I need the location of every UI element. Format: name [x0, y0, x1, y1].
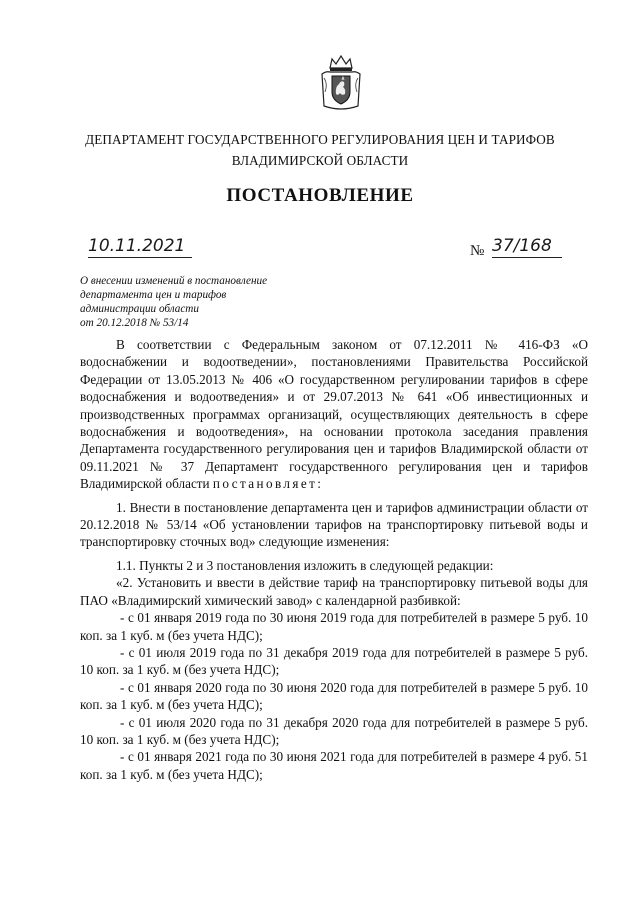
tariff-period-item: - с 01 января 2021 года по 30 июня 2021 года для потребителей в размере 4 руб. 51 коп. за 1 куб. м (без учета НДС);	[80, 749, 588, 782]
department-name-line2: ВЛАДИМИРСКОЙ ОБЛАСТИ	[231, 153, 409, 168]
tariff-period-item: - с 01 января 2020 года по 30 июня 2020 года для потребителей в размере 5 руб. 10 коп. за 1 куб. м (без учета НДС);	[80, 679, 588, 713]
document-subject	[80, 274, 320, 330]
document-date: 10.11.2021	[88, 236, 192, 258]
coat-of-arms-icon	[318, 54, 364, 114]
preamble-paragraph	[80, 336, 588, 493]
subject-line: департамента цен и тарифов	[80, 289, 227, 301]
item-1-1-paragraph: 1.1. Пункты 2 и 3 постановления изложить в следующей редакции:	[116, 557, 494, 573]
document-number: 37/168	[492, 236, 562, 258]
number-label: №	[470, 243, 485, 259]
subject-line: администрации области	[80, 303, 199, 315]
preamble-text: В соответствии с Федеральным законом от 07.12.2011 № 416-ФЗ «О водоснабжении и водоотведении», постановлениями Правительства Российской Федерации от 13.05.2013 № 406 «О государственном регулировании тарифов в сфере водоснабжения и водоотведения» и от 29.07.2013 № 641 «Об инвестиционных и производственных программах организаций, осуществляющих деятельность в сфере водоснабжения и водоотведения», на основании протокола заседания правления Департамента государственного регулирования цен и тарифов Владимирской области от 09.11.2021 № 37 Департамент государственного регулирования цен и тарифов Владимирской области	[80, 337, 588, 492]
tariff-period-item: - с 01 июля 2019 года по 31 декабря 2019 года для потребителей в размере 5 руб. 10 коп. за 1 куб. м (без учета НДС);	[80, 644, 588, 678]
decree-word: постановляет:	[212, 476, 324, 492]
department-name-line1: ДЕПАРТАМЕНТ ГОСУДАРСТВЕННОГО РЕГУЛИРОВАНИЯ ЦЕН И ТАРИФОВ	[85, 132, 555, 147]
document-body	[80, 336, 588, 783]
subject-line: от 20.12.2018 № 53/14	[80, 317, 189, 329]
tariff-period-item: - с 01 июля 2020 года по 31 декабря 2020 года для потребителей в размере 5 руб. 10 коп. за 1 куб. м (без учета НДС);	[80, 714, 588, 747]
tariff-period-item: - с 01 января 2019 года по 30 июня 2019 года для потребителей в размере 5 руб. 10 коп. за 1 куб. м (без учета НДС);	[80, 610, 588, 643]
subject-line: О внесении изменений в постановление	[80, 275, 268, 287]
document-type-title: ПОСТАНОВЛЕНИЕ	[226, 185, 414, 206]
item-1-paragraph: 1. Внести в постановление департамента цен и тарифов администрации области от 20.12.2018 № 53/14 «Об установлении тарифов на транспортировку питьевой воды и транспортировку сточных вод» следующие изменения:	[80, 499, 588, 550]
item-2-paragraph: «2. Установить и ввести в действие тариф на транспортировку питьевой воды для ПАО «Владимирский химический завод» с календарной разбивкой:	[80, 575, 588, 608]
